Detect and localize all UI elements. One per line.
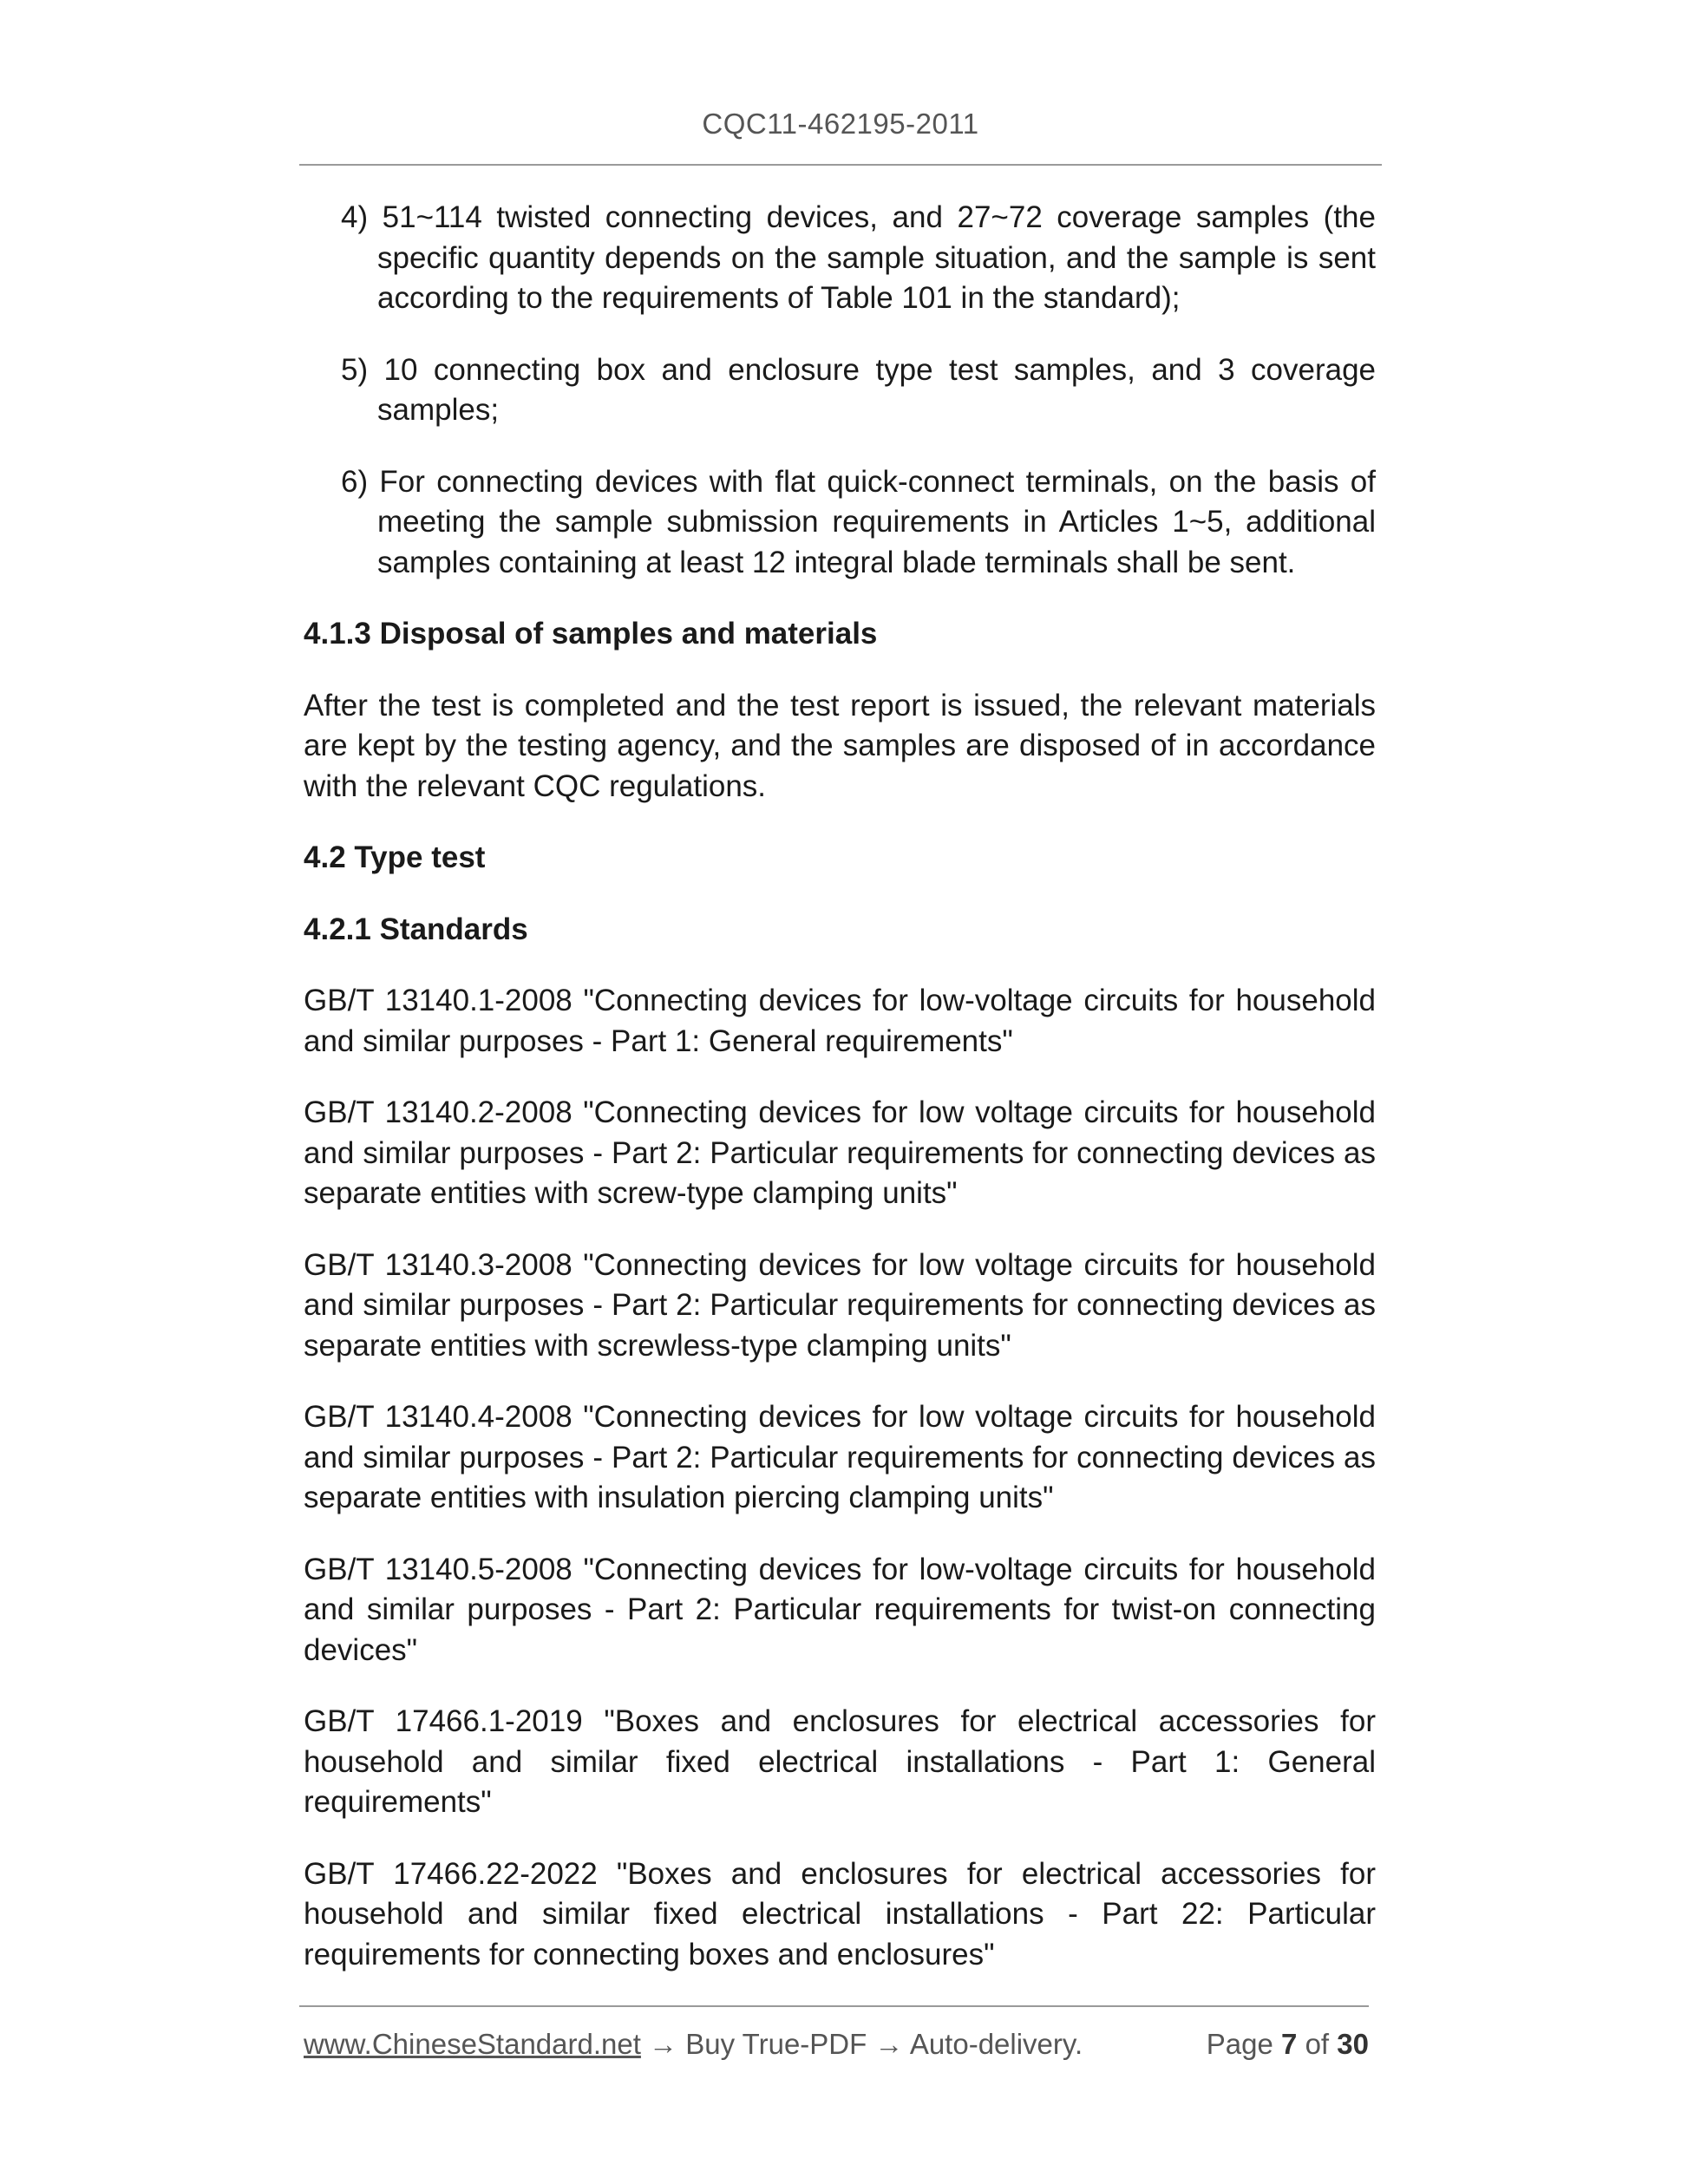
standard-entry: GB/T 13140.3-2008 "Connecting devices for low voltage circuits for household and similar purposes - Part 2: Particular requirements for connecting devices as separate entities with screwless-type clamping units": [304, 1247, 1376, 1363]
standard-entry: GB/T 13140.4-2008 "Connecting devices for low voltage circuits for household and similar purposes - Part 2: Particular requirements for connecting devices as separate entities with insulation piercing clamping units": [304, 1400, 1376, 1514]
section-heading-4-2: 4.2 Type test: [304, 840, 486, 874]
footer-tagline: → Buy True-PDF → Auto-delivery.: [640, 2028, 1083, 2060]
page-label: Page: [1206, 2028, 1273, 2060]
standard-entry: GB/T 13140.2-2008 "Connecting devices for low voltage circuits for household and similar purposes - Part 2: Particular requirements for connecting devices as separate entities with screw-type clamping units": [304, 1095, 1376, 1210]
list-item: 5) 10 connecting box and enclosure type test samples, and 3 coverage samples;: [341, 352, 1376, 427]
page-footer: [304, 2024, 1369, 2064]
page-indicator: [1207, 2024, 1369, 2064]
page-total: 30: [1337, 2028, 1369, 2060]
section-heading-4-1-3: 4.1.3 Disposal of samples and materials: [304, 617, 878, 651]
standard-entry: GB/T 17466.22-2022 "Boxes and enclosures for electrical accessories for household and similar fixed electrical installations - Part 22: Particular requirements for connecting boxes and enclosures": [304, 1856, 1376, 1971]
document-header: CQC11-462195-2011: [702, 108, 979, 140]
website-link[interactable]: www.ChineseStandard.net: [304, 2028, 641, 2060]
page-of-label: of: [1305, 2028, 1330, 2060]
footer-promo: [304, 2024, 1083, 2064]
standard-entry: GB/T 13140.1-2008 "Connecting devices for low-voltage circuits for household and similar purposes - Part 1: General requirements": [304, 984, 1376, 1058]
standard-entry: GB/T 13140.5-2008 "Connecting devices for low-voltage circuits for household and similar purposes - Part 2: Particular requirements for twist-on connecting devices": [304, 1552, 1376, 1667]
footer-divider: [299, 2005, 1369, 2007]
page-body: [304, 198, 1376, 2006]
page-current: 7: [1281, 2028, 1298, 2060]
disposal-paragraph: After the test is completed and the test report is issued, the relevant materials are kept by the testing agency, and the samples are disposed of in accordance with the relevant CQC regulations.: [304, 688, 1376, 803]
section-heading-4-2-1: 4.2.1 Standards: [304, 912, 528, 946]
list-item: 6) For connecting devices with flat quick-connect terminals, on the basis of meeting the sample submission requirements in Articles 1~5, additional samples containing at least 12 integral blade terminals shall be sent.: [341, 464, 1376, 579]
header-divider: [299, 164, 1382, 166]
list-item: 4) 51~114 twisted connecting devices, and 27~72 coverage samples (the specific quantity depends on the sample situation, and the sample is sent according to the requirements of Table 101 in the standard);: [341, 200, 1376, 315]
standard-entry: GB/T 17466.1-2019 "Boxes and enclosures for electrical accessories for household and similar fixed electrical installations - Part 1: General requirements": [304, 1704, 1376, 1819]
